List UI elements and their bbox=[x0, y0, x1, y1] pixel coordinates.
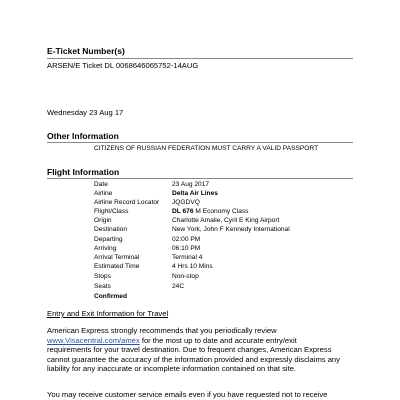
flight-row-value: Non-stop bbox=[172, 273, 199, 280]
flight-row-estimated-time bbox=[94, 263, 354, 273]
paragraph-line: American Express strongly recommends that you periodically review bbox=[47, 326, 277, 335]
other-info-heading: Other Information bbox=[47, 131, 119, 141]
flight-row-label: Arriving bbox=[94, 245, 117, 252]
other-info-divider bbox=[47, 142, 353, 143]
status-label: Confirmed bbox=[94, 293, 127, 300]
flight-class: M Economy Class bbox=[193, 208, 249, 215]
eticket-line: ARSEN/E Ticket DL 0068646065752-14AUG bbox=[47, 61, 199, 70]
flight-row-value bbox=[172, 208, 248, 215]
footer-paragraph: You may receive customer service emails even if you have requested not to receive bbox=[47, 390, 328, 399]
paragraph-line: cannot guarantee the accuracy of the information provided and expressly disclaims any bbox=[47, 354, 340, 364]
paragraph-line bbox=[47, 336, 367, 346]
flight-row-label: Stops bbox=[94, 273, 111, 280]
flight-row-label: Airline bbox=[94, 190, 113, 197]
booking-status bbox=[94, 293, 354, 303]
record-locator-label bbox=[94, 0, 153, 1]
flight-row-value: Charlotte Amalie, Cyril E King Airport bbox=[172, 217, 280, 224]
flight-row-value: JQGDVQ bbox=[172, 199, 200, 206]
flight-row-label: Arrival Terminal bbox=[94, 254, 140, 261]
flight-number: DL 676 bbox=[172, 208, 194, 215]
flight-info-heading: Flight Information bbox=[47, 167, 120, 177]
entry-exit-paragraph bbox=[47, 326, 367, 374]
eticket-divider bbox=[47, 58, 353, 59]
flight-row-value: 24C bbox=[172, 283, 185, 290]
eticket-heading: E-Ticket Number(s) bbox=[47, 46, 125, 56]
flight-row-label: Departing bbox=[94, 236, 123, 243]
flight-row-stops bbox=[94, 273, 354, 283]
other-info-text: CITIZENS OF RUSSIAN FEDERATION MUST CARRY A VALID PASSPORT bbox=[94, 145, 319, 152]
flight-row-label: Origin bbox=[94, 217, 112, 224]
flight-row-label: Date bbox=[94, 181, 108, 188]
flight-row-value: 4 Hrs 10 Mins bbox=[172, 263, 213, 270]
flight-row-label: Destination bbox=[94, 226, 127, 233]
flight-row-value: 02:00 PM bbox=[172, 236, 201, 243]
flight-row-value: Terminal 4 bbox=[172, 254, 203, 261]
flight-row-label: Flight/Class bbox=[94, 208, 129, 215]
flight-row-destination bbox=[94, 226, 354, 236]
paragraph-line: requirements for your travel destination. Due to frequent changes, American Express bbox=[47, 345, 332, 355]
paragraph-text: for the most up to date and accurate entry/exit bbox=[139, 335, 297, 345]
flight-row-seats bbox=[94, 283, 354, 293]
flight-row-label: Estimated Time bbox=[94, 263, 140, 270]
flight-row-label: Seats bbox=[94, 283, 111, 290]
flight-row-value: Delta Air Lines bbox=[172, 190, 218, 197]
entry-exit-link[interactable]: Entry and Exit Information for Travel bbox=[47, 309, 169, 318]
flight-row-value: 06:10 PM bbox=[172, 245, 201, 252]
flight-row-value: New York, John F Kennedy International bbox=[172, 226, 290, 233]
paragraph-line: liability for any inaccurate or incomplete information contained on that site. bbox=[47, 364, 297, 374]
date-header: Wednesday 23 Aug 17 bbox=[47, 108, 124, 117]
flight-row-label: Airline Record Locator bbox=[94, 199, 160, 206]
flight-info-divider bbox=[47, 178, 353, 179]
visacentral-link[interactable]: www.Visacentral.com/amex bbox=[47, 335, 140, 345]
flight-row-value: 23 Aug 2017 bbox=[172, 181, 210, 188]
